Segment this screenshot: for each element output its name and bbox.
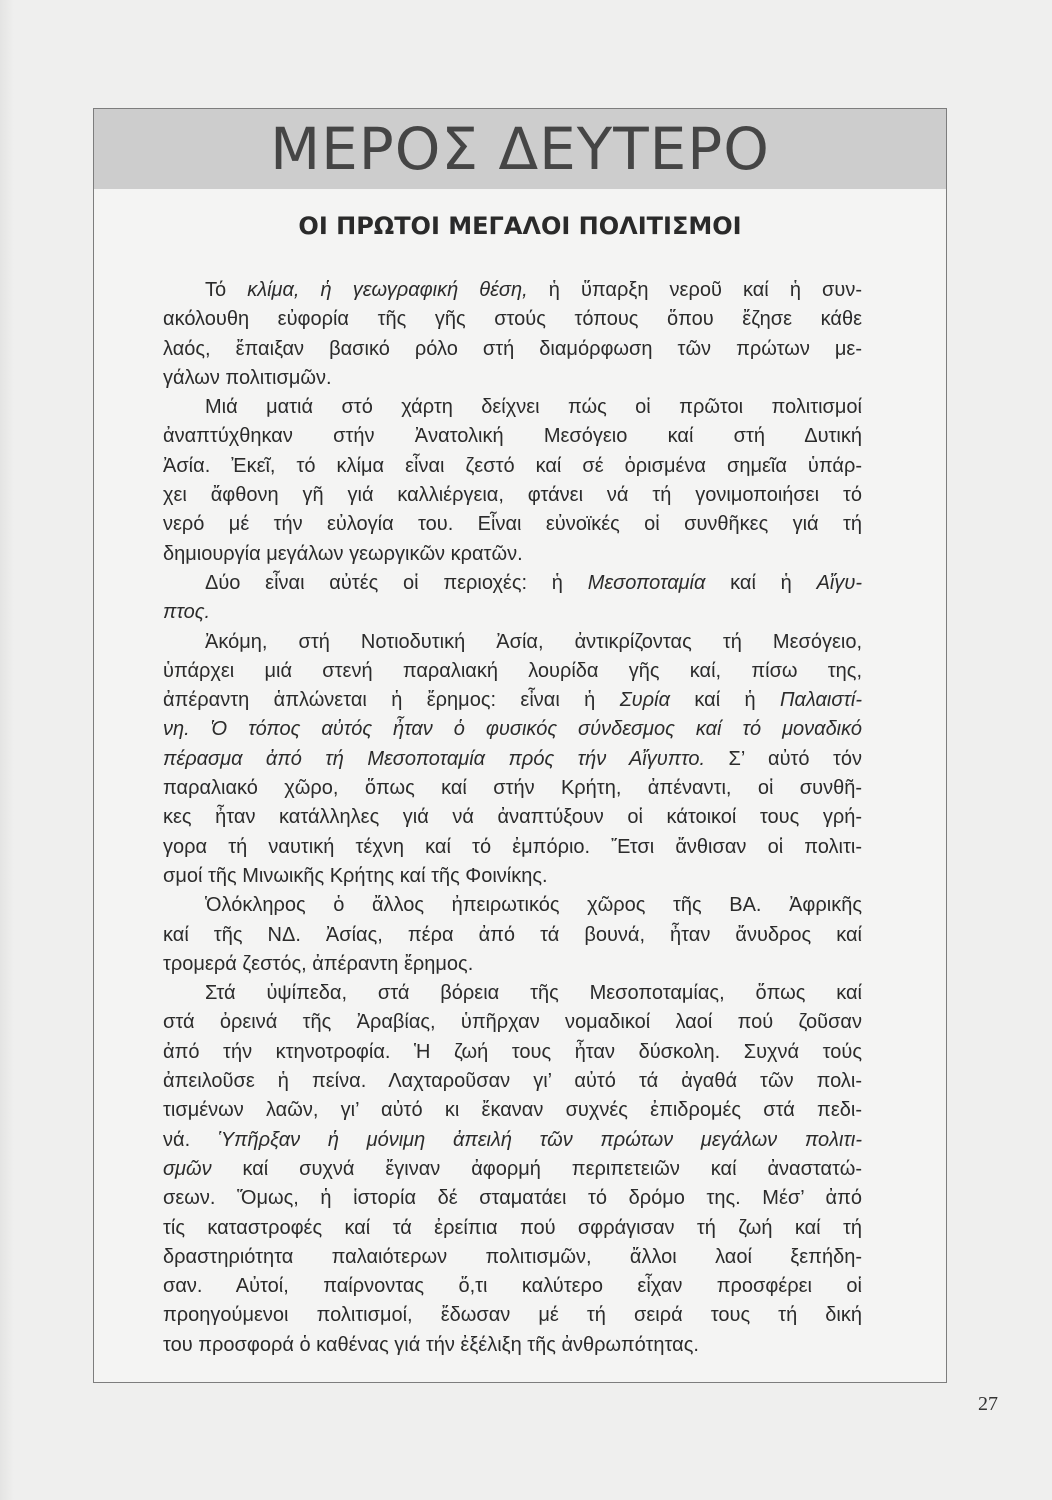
text-line [163, 276, 862, 305]
text-segment: σμοί τῆς Μινωικῆς Κρήτης καί τῆς Φοινίκης. [163, 864, 548, 887]
text-segment: ὑπάρχει μιά στενή παραλιακή λουρίδα γῆς καί, πίσω της, [163, 659, 862, 682]
text-line [163, 1067, 862, 1096]
text-line [163, 1214, 862, 1243]
text-segment: ἀναπτύχθηκαν στήν Ἀνατολική Μεσόγειο καί στή Δυτική [163, 425, 862, 448]
italic-text: Αἴγυ- [816, 571, 863, 594]
text-segment: ἀπέραντη ἁπλώνεται ἡ ἔρημος: εἶναι ἡ [163, 689, 620, 712]
text-segment: ἀπό τήν κτηνοτροφία. Ἡ ζωή τους ἦταν δύσκολη. Συχνά τούς [163, 1040, 862, 1063]
part-header-band [94, 109, 946, 189]
text-segment: λαός, ἔπαιξαν βασικό ρόλο στή διαμόρφωση τῶν πρώτων με- [163, 337, 862, 360]
text-segment: Μιά ματιά στό χάρτη δείχνει πώς οἱ πρῶτοι πολιτισμοί [205, 396, 862, 419]
text-line [163, 803, 862, 832]
text-segment: δραστηριότητα παλαιότερων πολιτισμῶν, ἄλλοι λαοί ξεπήδη- [163, 1245, 862, 1268]
text-line [163, 774, 862, 803]
text-line [163, 715, 862, 744]
text-segment: νερό μέ τήν εὐλογία του. Εἶναι εὐνοϊκές οἱ συνθῆκες γιά τή [163, 513, 862, 536]
text-line [163, 1008, 862, 1037]
italic-text: Συρία [619, 689, 670, 712]
text-line [163, 598, 862, 627]
text-segment: ἀπειλοῦσε ἡ πείνα. Λαχταροῦσαν γι’ αὐτό τά ἀγαθά τῶν πολι- [163, 1070, 862, 1093]
text-segment: καί ἡ [669, 689, 781, 712]
text-line [163, 305, 862, 334]
text-segment: τρομερά ζεστός, ἀπέραντη ἔρημος. [163, 952, 474, 975]
italic-text: νη. Ὁ τόπος αὐτός ἦταν ὁ φυσικός σύνδεσμος καί τό μοναδικό [163, 718, 862, 741]
paragraph [163, 628, 862, 892]
text-line [163, 452, 862, 481]
text-line [163, 1301, 862, 1330]
text-line [163, 1155, 862, 1184]
text-segment: Ἀκόμη, στή Νοτιοδυτική Ἀσία, ἀντικρίζοντας τή Μεσόγειο, [205, 630, 862, 653]
text-line [163, 393, 862, 422]
italic-text: σμῶν [163, 1157, 212, 1180]
text-segment: ακόλουθη εὐφορία τῆς γῆς στούς τόπους ὅπου ἔζησε κάθε [163, 308, 862, 331]
part-heading: ΜΕΡΟΣ ΔΕΥΤΕΡΟ [270, 115, 770, 183]
text-line [163, 569, 862, 598]
text-segment: γάλων πολιτισμῶν. [163, 366, 332, 389]
text-segment: του προσφορά ὁ καθένας γιά τήν ἐξέλιξη τῆς ἀνθρωπότητας. [163, 1333, 699, 1356]
italic-text: Παλαιστί- [780, 689, 862, 712]
text-segment: Δύο εἶναι αὐτές οἱ περιοχές: ἡ [205, 571, 588, 594]
body-text [163, 276, 862, 1360]
italic-text: πτος. [163, 601, 211, 624]
text-segment: Τό [205, 279, 248, 301]
text-segment: ἡ ὕπαρξη νεροῦ καί ἡ συν- [527, 279, 863, 301]
page-number: 27 [978, 1393, 998, 1415]
text-line [163, 510, 862, 539]
italic-text: Ὑπῆρξαν ἡ μόνιμη ἀπειλή τῶν πρώτων μεγάλων πολιτι- [217, 1128, 862, 1151]
text-line [163, 921, 862, 950]
italic-text: κλίμα, ἡ γεωγραφική θέση, [247, 279, 528, 301]
chapter-frame [93, 108, 947, 1383]
page-edge-shadow [0, 0, 14, 1500]
text-line [163, 833, 862, 862]
paragraph [163, 393, 862, 569]
text-line [163, 891, 862, 920]
text-segment: τίς καταστροφές καί τά ἐρείπια πού σφράγισαν τή ζωή καί τή [163, 1216, 862, 1239]
text-segment: σεων. Ὅμως, ἡ ἱστορία δέ σταματάει τό δρόμο της. Μέσ’ ἀπό [163, 1187, 862, 1210]
chapter-title: ΟΙ ΠΡΩΤΟΙ ΜΕΓΑΛΟΙ ΠΟΛΙΤΙΣΜΟΙ [298, 212, 742, 240]
text-segment: καί τῆς ΝΔ. Ἀσίας, πέρα ἀπό τά βουνά, ἦταν ἄνυδρος καί [163, 923, 862, 946]
text-line [163, 540, 862, 569]
text-segment: χει ἄφθονη γῆ γιά καλλιέργεια, φτάνει νά τή γονιμοποιήσει τό [163, 484, 862, 507]
text-segment: τισμένων λαῶν, γι’ αὐτό κι ἔκαναν συχνές ἐπιδρομές στά πεδι- [163, 1099, 862, 1122]
text-line [163, 1272, 862, 1301]
text-segment: γορα τή ναυτική τέχνη καί τό ἐμπόριο. Ἔτσι ἄνθισαν οἱ πολιτι- [163, 835, 862, 858]
paragraph [163, 979, 862, 1360]
text-line [163, 481, 862, 510]
text-line [163, 950, 862, 979]
text-segment: καί συχνά ἔγιναν ἀφορμή περιπετειῶν καί ἀναστατώ- [211, 1157, 862, 1180]
text-segment: προηγούμενοι πολιτισμοί, ἔδωσαν μέ τή σειρά τους τή δική [163, 1304, 862, 1327]
text-segment: Στά ὑψίπεδα, στά βόρεια τῆς Μεσοποταμίας, ὅπως καί [205, 982, 862, 1005]
text-line [163, 1243, 862, 1272]
paragraph [163, 891, 862, 979]
text-line [163, 1331, 862, 1360]
text-segment: σαν. Αὐτοί, παίρνοντας ὅ,τι καλύτερο εἶχαν προσφέρει οἱ [163, 1275, 862, 1298]
text-line [163, 657, 862, 686]
text-line [163, 335, 862, 364]
text-segment: κες ἦταν κατάλληλες γιά νά ἀναπτύξουν οἱ κάτοικοί τους γρή- [163, 806, 862, 829]
text-segment: Ἀσία. Ἐκεῖ, τό κλίμα εἶναι ζεστό καί σέ ὁρισμένα σημεῖα ὑπάρ- [163, 454, 862, 477]
paragraph [163, 569, 862, 628]
text-line [163, 1184, 862, 1213]
text-line [163, 1038, 862, 1067]
text-line [163, 745, 862, 774]
text-line [163, 422, 862, 451]
text-segment: Σ’ αὐτό τόν [705, 747, 863, 770]
text-line [163, 862, 862, 891]
text-segment: στά ὀρεινά τῆς Ἀραβίας, ὑπῆρχαν νομαδικοί λαοί πού ζοῦσαν [163, 1011, 862, 1034]
italic-text: πέρασμα ἀπό τή Μεσοποταμία πρός τήν Αἴγυπτο. [163, 747, 706, 770]
text-segment: Ὁλόκληρος ὁ ἄλλος ἠπειρωτικός χῶρος τῆς ΒΑ. Ἀφρικῆς [205, 894, 862, 917]
text-line [163, 1096, 862, 1125]
text-segment: παραλιακό χῶρο, ὅπως καί στήν Κρήτη, ἀπέναντι, οἱ συνθῆ- [163, 777, 862, 800]
text-segment: καί ἡ [705, 571, 817, 594]
text-segment: νά. [163, 1128, 218, 1151]
text-line [163, 686, 862, 715]
text-line [163, 979, 862, 1008]
text-line [163, 628, 862, 657]
text-segment: δημιουργία μεγάλων γεωργικῶν κρατῶν. [163, 542, 523, 565]
text-line [163, 1126, 862, 1155]
paragraph [163, 276, 862, 393]
text-line [163, 364, 862, 393]
italic-text: Μεσοποταμία [587, 571, 706, 594]
